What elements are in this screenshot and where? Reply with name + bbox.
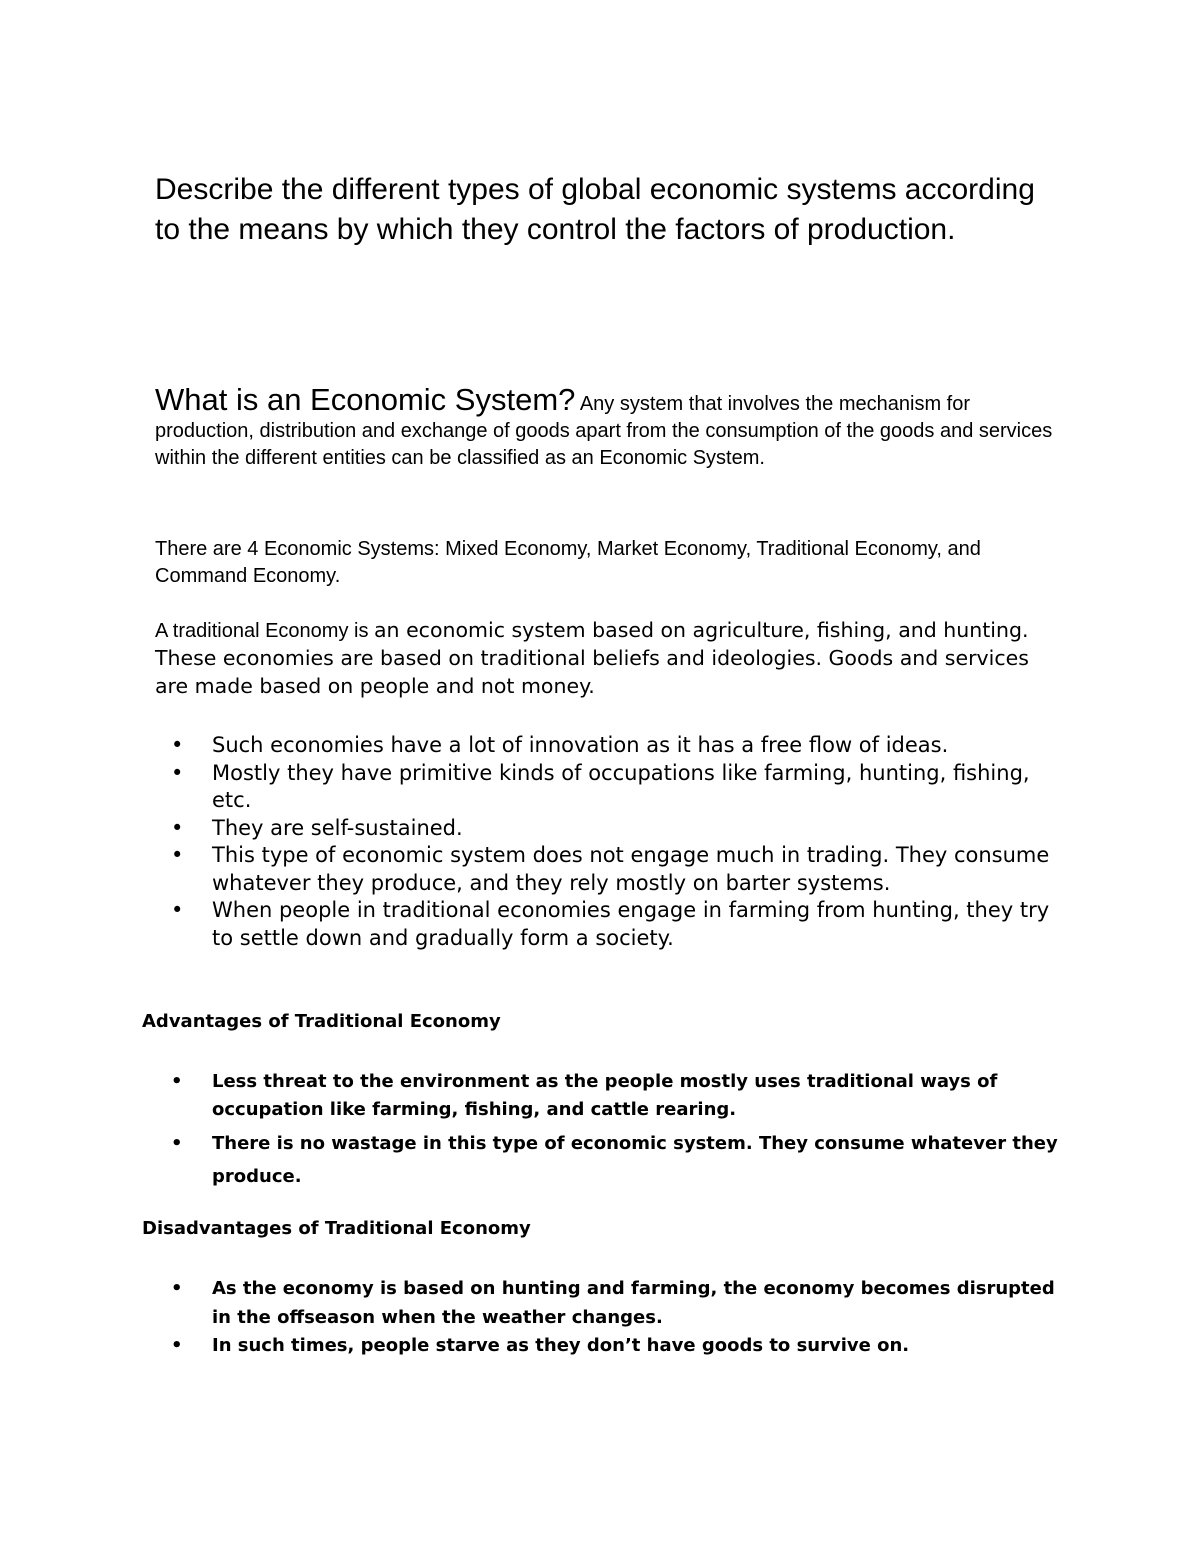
bullet-icon: •: [171, 760, 184, 785]
list-item-text: As the economy is based on hunting and farming, the economy becomes disrupted in the offseason when the weather changes.: [212, 1278, 1055, 1328]
list-item-text: In such times, people starve as they don’t have goods to survive on.: [212, 1335, 910, 1356]
bullet-icon: •: [171, 1133, 183, 1154]
disadvantages-list: [155, 1275, 1065, 1361]
list-item: [155, 1332, 1065, 1361]
advantages-heading: Advantages of Traditional Economy: [142, 1011, 501, 1032]
intro-text: Any system that involves the mechanism for production, distribution and exchange of goods apart from the consumption of the goods and services within the different entities can be classified as an Economic System.: [155, 393, 1053, 469]
disadvantages-heading: Disadvantages of Traditional Economy: [142, 1218, 531, 1239]
traditional-definition-text: an economic system based on agriculture, fishing, and hunting. These economies are based on traditional beliefs and ideologies. Goods and services are made based on people and not money.: [155, 618, 1029, 698]
advantages-list: [155, 1068, 1065, 1193]
systems-paragraph: There are 4 Economic Systems: Mixed Economy, Market Economy, Traditional Economy, and Command Economy.: [155, 538, 981, 587]
bullet-icon: •: [171, 898, 184, 922]
list-item: [155, 1068, 1065, 1124]
list-item: [155, 897, 1065, 952]
list-item: [155, 732, 1065, 760]
list-item: [155, 815, 1065, 843]
page-title: Describe the different types of global economic systems according to the means by which they control the factors of production.: [155, 173, 1035, 246]
bullet-icon: •: [171, 733, 184, 757]
list-item-text: When people in traditional economies engage in farming from hunting, they try to settle down and gradually form a society.: [212, 898, 1050, 950]
bullet-icon: •: [171, 1278, 183, 1299]
traits-list: [155, 732, 1065, 952]
intro-heading: What is an Economic System?: [155, 382, 576, 417]
traditional-lead: A traditional Economy is: [155, 620, 374, 642]
traditional-definition: [155, 617, 1055, 701]
bullet-icon: •: [171, 1071, 183, 1092]
bullet-icon: •: [171, 815, 184, 840]
list-item: [155, 1127, 1065, 1193]
list-item-text: There is no wastage in this type of economic system. They consume whatever they produce.: [212, 1133, 1058, 1187]
bullet-icon: •: [171, 843, 184, 867]
intro-paragraph: [155, 382, 1055, 472]
list-item-text: This type of economic system does not engage much in trading. They consume whatever they produce, and they rely mostly on barter systems.: [212, 843, 1050, 895]
list-item: [155, 842, 1065, 897]
list-item-text: They are self-sustained.: [212, 815, 463, 840]
list-item-text: Mostly they have primitive kinds of occupations like farming, hunting, fishing, etc.: [212, 760, 1030, 812]
list-item-text: Less threat to the environment as the people mostly uses traditional ways of occupation like farming, fishing, and cattle rearing.: [212, 1071, 998, 1120]
bullet-icon: •: [171, 1335, 183, 1356]
list-item: [155, 760, 1065, 815]
list-item: [155, 1275, 1065, 1332]
list-item-text: Such economies have a lot of innovation as it has a free flow of ideas.: [212, 733, 949, 757]
